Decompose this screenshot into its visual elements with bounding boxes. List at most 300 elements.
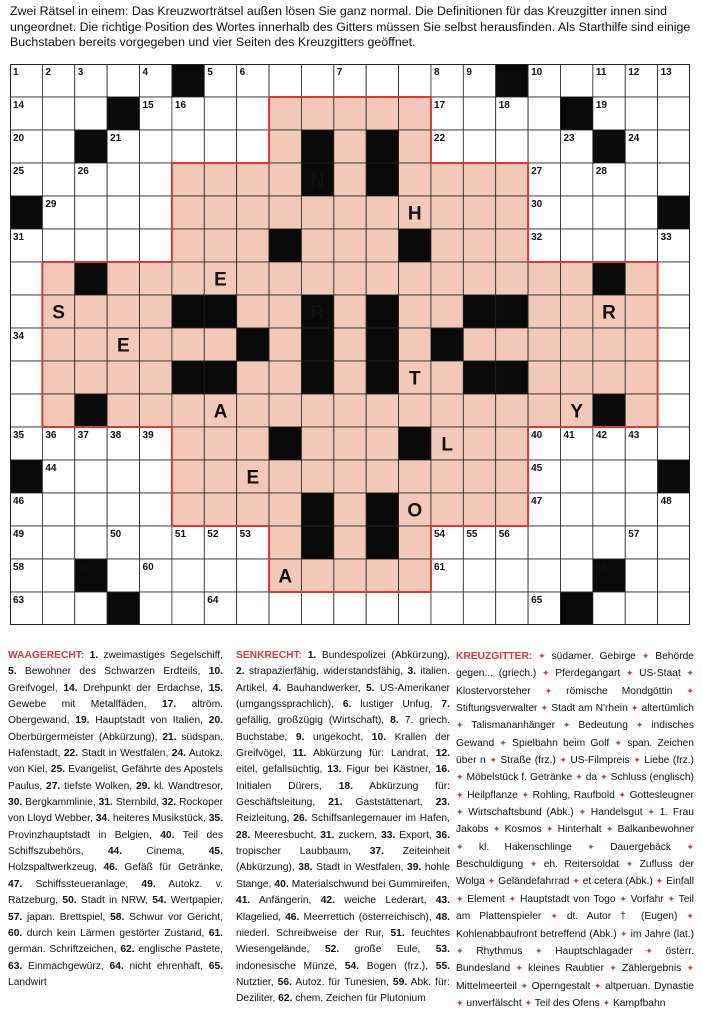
grid-cell[interactable]: [107, 460, 139, 493]
grid-cell[interactable]: [172, 328, 204, 361]
grid-cell[interactable]: [172, 130, 204, 163]
clue-number: 21.: [328, 797, 343, 809]
grid-cell[interactable]: [75, 328, 107, 361]
grid-cell[interactable]: [658, 295, 690, 328]
clue-number: 56: [498, 529, 510, 540]
grid-cell[interactable]: [528, 526, 560, 559]
grid-cell[interactable]: [463, 427, 495, 460]
grid-cell[interactable]: [431, 163, 463, 196]
grid-cell[interactable]: [10, 262, 42, 295]
grid-cell[interactable]: [399, 64, 431, 97]
grid-cell[interactable]: [593, 526, 625, 559]
grid-cell[interactable]: [528, 97, 560, 130]
grid-cell[interactable]: [496, 196, 528, 229]
grid-cell[interactable]: [140, 295, 172, 328]
grid-cell[interactable]: [560, 295, 592, 328]
grid-cell[interactable]: [237, 295, 269, 328]
grid-cell[interactable]: [204, 493, 236, 526]
clue-number: 7: [336, 67, 343, 78]
grid-cell[interactable]: [107, 493, 139, 526]
grid-cell[interactable]: [463, 163, 495, 196]
grid-cell[interactable]: [107, 229, 139, 262]
grid-cell[interactable]: [560, 163, 592, 196]
grid-cell[interactable]: [625, 295, 657, 328]
grid-cell[interactable]: [42, 361, 74, 394]
grid-cell[interactable]: [237, 229, 269, 262]
grid-cell[interactable]: [42, 559, 74, 592]
grid-cell[interactable]: [625, 196, 657, 229]
grid-cell[interactable]: [560, 361, 592, 394]
grid-cell[interactable]: [42, 229, 74, 262]
clue-text: niederl. Schreibweise der Rur,: [236, 927, 384, 939]
grid-cell[interactable]: [399, 526, 431, 559]
grid-cell[interactable]: [366, 196, 398, 229]
grid-cell[interactable]: [42, 130, 74, 163]
grid-cell[interactable]: [463, 196, 495, 229]
grid-cell[interactable]: [528, 559, 560, 592]
grid-cell[interactable]: [399, 559, 431, 592]
grid-cell[interactable]: [625, 361, 657, 394]
grid-cell[interactable]: [366, 460, 398, 493]
grid-cell[interactable]: [204, 163, 236, 196]
grid-cell[interactable]: [431, 460, 463, 493]
grid-cell[interactable]: [593, 328, 625, 361]
grid-cell[interactable]: [75, 526, 107, 559]
crossword-grid-svg[interactable]: [10, 64, 690, 625]
grid-cell[interactable]: [399, 130, 431, 163]
grid-cell[interactable]: [204, 130, 236, 163]
grid-cell[interactable]: [431, 196, 463, 229]
grid-cell[interactable]: [334, 196, 366, 229]
grid-cell[interactable]: [625, 592, 657, 625]
grid-cell[interactable]: [399, 592, 431, 625]
clue-text: Landwirt: [8, 976, 47, 988]
grid-cell[interactable]: [625, 328, 657, 361]
grid-cell[interactable]: [658, 427, 690, 460]
grid-cell[interactable]: [204, 559, 236, 592]
grid-cell[interactable]: [560, 460, 592, 493]
star-icon: ✦: [609, 963, 617, 974]
clue-text: et cetera (Abk.): [582, 876, 653, 888]
grid-cell[interactable]: [42, 97, 74, 130]
grid-cell[interactable]: [107, 64, 139, 97]
clue-text: Mittelmeerteil: [456, 980, 517, 992]
clue-text: im Jahre (lat.): [630, 928, 695, 940]
star-icon: ✦: [686, 963, 695, 974]
grid-cell[interactable]: [42, 592, 74, 625]
grid-cell[interactable]: [658, 559, 690, 592]
grid-cell[interactable]: [625, 394, 657, 427]
grid-cell[interactable]: [140, 361, 172, 394]
grid-cell[interactable]: [334, 460, 366, 493]
clue-number: 45: [531, 463, 543, 474]
clue-number: 3: [77, 67, 84, 78]
grid-cell[interactable]: [301, 394, 333, 427]
grid-cell[interactable]: [560, 229, 592, 262]
clue-number: 2.: [236, 666, 245, 678]
grid-cell[interactable]: [10, 361, 42, 394]
grid-cell[interactable]: [334, 493, 366, 526]
grid-cell[interactable]: [107, 559, 139, 592]
grid-cell[interactable]: [237, 262, 269, 295]
grid-cell[interactable]: [431, 592, 463, 625]
grid-cell[interactable]: [399, 295, 431, 328]
grid-cell[interactable]: [366, 97, 398, 130]
grid-cell[interactable]: [496, 460, 528, 493]
grid-cell[interactable]: [334, 262, 366, 295]
grid-cell[interactable]: [301, 427, 333, 460]
grid-cell[interactable]: [366, 592, 398, 625]
grid-cell[interactable]: [269, 526, 301, 559]
grid-cell[interactable]: [560, 328, 592, 361]
clue-text: Gottesleugner: [629, 789, 694, 801]
grid-cell[interactable]: [269, 64, 301, 97]
grid-cell[interactable]: [463, 130, 495, 163]
grid-cell[interactable]: [496, 130, 528, 163]
grid-cell[interactable]: [658, 163, 690, 196]
grid-cell[interactable]: [237, 196, 269, 229]
grid-cell[interactable]: [496, 493, 528, 526]
star-icon: ✦: [587, 841, 595, 852]
star-icon: ✦: [572, 876, 580, 887]
grid-cell[interactable]: [204, 97, 236, 130]
clue-text: Handelsgut: [590, 807, 643, 819]
grid-cell[interactable]: [237, 493, 269, 526]
clue-number: 27.: [46, 780, 61, 792]
grid-cell[interactable]: [107, 394, 139, 427]
grid-cell[interactable]: [528, 361, 560, 394]
grid-cell[interactable]: [625, 460, 657, 493]
grid-cell[interactable]: [334, 295, 366, 328]
grid-cell[interactable]: [560, 262, 592, 295]
grid-cell[interactable]: [42, 526, 74, 559]
grid-cell[interactable]: [496, 394, 528, 427]
grid-cell[interactable]: [140, 262, 172, 295]
clue-number: 40.: [160, 829, 175, 841]
clue-number: 23.: [435, 797, 450, 809]
grid-cell[interactable]: [625, 493, 657, 526]
grid-cell[interactable]: [334, 163, 366, 196]
grid-cell[interactable]: [172, 427, 204, 460]
clue-number: 57: [628, 529, 640, 540]
grid-cell[interactable]: [366, 262, 398, 295]
clue-text: lustiger Unfug,: [360, 699, 433, 711]
grid-cell[interactable]: [463, 394, 495, 427]
grid-cell[interactable]: [269, 394, 301, 427]
black-cell: [593, 130, 625, 163]
grid-cell[interactable]: [237, 97, 269, 130]
grid-cell[interactable]: [560, 493, 592, 526]
grid-cell[interactable]: [334, 427, 366, 460]
grid-cell[interactable]: [496, 229, 528, 262]
black-cell: [366, 130, 398, 163]
grid-cell[interactable]: [10, 394, 42, 427]
grid-cell[interactable]: [560, 64, 592, 97]
grid-cell[interactable]: [463, 493, 495, 526]
grid-cell[interactable]: [107, 295, 139, 328]
grid-cell[interactable]: [463, 559, 495, 592]
clue-text: Holzspaltwerkzeug,: [8, 862, 97, 874]
grid-cell[interactable]: [496, 559, 528, 592]
grid-cell[interactable]: [528, 328, 560, 361]
clue-text: Sternbild,: [115, 797, 160, 809]
grid-cell[interactable]: [301, 592, 333, 625]
grid-cell[interactable]: [140, 592, 172, 625]
clue-text: Kampfbahn: [612, 997, 666, 1009]
clue-text: Hinterhalt: [557, 824, 602, 836]
grid-cell[interactable]: [593, 460, 625, 493]
grid-cell[interactable]: [75, 460, 107, 493]
grid-cell[interactable]: [658, 592, 690, 625]
grid-cell[interactable]: [269, 361, 301, 394]
grid-cell[interactable]: [463, 262, 495, 295]
grid-cell[interactable]: [301, 262, 333, 295]
grid-cell[interactable]: [172, 592, 204, 625]
grid-cell[interactable]: [42, 493, 74, 526]
grid-cell[interactable]: [366, 64, 398, 97]
grid-cell[interactable]: [366, 559, 398, 592]
grid-cell[interactable]: [75, 361, 107, 394]
grid-cell[interactable]: [463, 229, 495, 262]
clue-text: Operngestalt: [531, 980, 591, 992]
grid-cell[interactable]: [10, 295, 42, 328]
grid-cell[interactable]: [334, 592, 366, 625]
grid-cell[interactable]: [463, 460, 495, 493]
star-icon: ✦: [456, 720, 464, 731]
grid-cell[interactable]: [42, 262, 74, 295]
black-cell: [204, 361, 236, 394]
given-letter: N: [310, 170, 325, 192]
grid-cell[interactable]: [75, 196, 107, 229]
grid-cell[interactable]: [75, 493, 107, 526]
grid-cell[interactable]: [75, 592, 107, 625]
grid-cell[interactable]: [237, 427, 269, 460]
grid-cell[interactable]: [496, 262, 528, 295]
grid-cell[interactable]: [237, 394, 269, 427]
grid-cell[interactable]: [593, 229, 625, 262]
grid-cell[interactable]: [237, 559, 269, 592]
grid-cell[interactable]: [658, 262, 690, 295]
star-icon: ✦: [619, 893, 627, 904]
grid-cell[interactable]: [140, 229, 172, 262]
grid-cell[interactable]: [496, 328, 528, 361]
grid-cell[interactable]: [334, 229, 366, 262]
grid-cell[interactable]: [140, 130, 172, 163]
clue-number: 33.: [381, 829, 396, 841]
clue-text: german. Schriftzeichen,: [8, 944, 117, 956]
grid-cell[interactable]: [463, 592, 495, 625]
grid-cell[interactable]: [528, 394, 560, 427]
grid-cell[interactable]: [366, 394, 398, 427]
clue-text: Kohlenabbaufront betreffend (Abk.): [456, 928, 617, 940]
grid-cell[interactable]: [301, 229, 333, 262]
given-letter: O: [407, 500, 423, 522]
grid-cell[interactable]: [431, 361, 463, 394]
grid-cell[interactable]: [366, 229, 398, 262]
grid-cell[interactable]: [528, 130, 560, 163]
clue-number: 59.: [392, 976, 408, 988]
grid-cell[interactable]: [204, 328, 236, 361]
grid-cell[interactable]: [625, 262, 657, 295]
clue-number: 9.: [295, 731, 305, 743]
grid-cell[interactable]: [204, 229, 236, 262]
grid-cell[interactable]: [269, 262, 301, 295]
grid-cell[interactable]: [431, 262, 463, 295]
grid-cell[interactable]: [301, 64, 333, 97]
grid-cell[interactable]: [593, 361, 625, 394]
grid-cell[interactable]: [399, 394, 431, 427]
grid-cell[interactable]: [431, 394, 463, 427]
clue-text: weiche Lederart,: [344, 895, 427, 907]
grid-cell[interactable]: [301, 460, 333, 493]
clue-number: 32.: [161, 797, 177, 809]
grid-cell[interactable]: [75, 97, 107, 130]
grid-cell[interactable]: [399, 262, 431, 295]
grid-cell[interactable]: [593, 493, 625, 526]
clue-text: nicht ehrenhaft,: [129, 960, 204, 972]
grid-cell[interactable]: [334, 526, 366, 559]
grid-cell[interactable]: [399, 460, 431, 493]
grid-cell[interactable]: [658, 130, 690, 163]
grid-cell[interactable]: [269, 130, 301, 163]
grid-cell[interactable]: [463, 97, 495, 130]
grid-cell[interactable]: [301, 196, 333, 229]
grid-cell[interactable]: [431, 493, 463, 526]
grid-cell[interactable]: [269, 196, 301, 229]
grid-cell[interactable]: [107, 262, 139, 295]
grid-cell[interactable]: [140, 526, 172, 559]
clue-number: 2: [45, 67, 51, 78]
grid-cell[interactable]: [658, 361, 690, 394]
grid-cell[interactable]: [172, 196, 204, 229]
grid-cell[interactable]: [42, 163, 74, 196]
grid-cell[interactable]: [658, 394, 690, 427]
clue-number: 43: [628, 430, 640, 441]
grid-cell[interactable]: [560, 526, 592, 559]
grid-cell[interactable]: [560, 196, 592, 229]
grid-cell[interactable]: [140, 460, 172, 493]
grid-cell[interactable]: [334, 97, 366, 130]
grid-cell[interactable]: [269, 328, 301, 361]
grid-cell[interactable]: [334, 130, 366, 163]
grid-cell[interactable]: [140, 394, 172, 427]
grid-cell[interactable]: [334, 361, 366, 394]
grid-cell[interactable]: [269, 493, 301, 526]
star-icon: ✦: [667, 893, 675, 904]
grid-cell[interactable]: [204, 460, 236, 493]
clue-number: 35.: [208, 813, 223, 825]
grid-cell[interactable]: [172, 163, 204, 196]
star-icon: ✦: [625, 859, 634, 870]
grid-cell[interactable]: [496, 427, 528, 460]
grid-cell[interactable]: [625, 163, 657, 196]
grid-cell[interactable]: [42, 394, 74, 427]
grid-cell[interactable]: [75, 295, 107, 328]
grid-cell[interactable]: [204, 427, 236, 460]
clue-text: durch kein Lärmen gestörter Zustand,: [26, 927, 205, 939]
grid-cell[interactable]: [172, 493, 204, 526]
grid-cell[interactable]: [399, 328, 431, 361]
clue-text: Initialen Dürers,: [236, 780, 322, 792]
grid-cell[interactable]: [140, 196, 172, 229]
grid-cell[interactable]: [42, 328, 74, 361]
grid-cell[interactable]: [431, 229, 463, 262]
grid-cell[interactable]: [334, 559, 366, 592]
grid-cell[interactable]: [140, 493, 172, 526]
grid-cell[interactable]: [107, 361, 139, 394]
grid-cell[interactable]: [172, 229, 204, 262]
star-icon: ✦: [544, 685, 553, 696]
grid-cell[interactable]: [593, 196, 625, 229]
crossword-grid[interactable]: [10, 64, 690, 625]
grid-cell[interactable]: [334, 394, 366, 427]
clue-number: 28: [595, 166, 607, 177]
grid-cell[interactable]: [399, 97, 431, 130]
grid-cell[interactable]: [658, 97, 690, 130]
grid-cell[interactable]: [237, 361, 269, 394]
clue-text: heiteres Musikstück,: [112, 813, 206, 825]
grid-cell[interactable]: [625, 97, 657, 130]
grid-cell[interactable]: [237, 592, 269, 625]
grid-cell[interactable]: [75, 229, 107, 262]
grid-cell[interactable]: [172, 559, 204, 592]
grid-cell[interactable]: [431, 295, 463, 328]
grid-cell[interactable]: [172, 262, 204, 295]
grid-cell[interactable]: [463, 328, 495, 361]
star-icon: ✦: [529, 859, 538, 870]
grid-cell[interactable]: [301, 559, 333, 592]
grid-cell[interactable]: [172, 394, 204, 427]
star-icon: ✦: [456, 945, 464, 956]
clue-number: 40: [531, 430, 543, 441]
grid-cell[interactable]: [269, 295, 301, 328]
grid-cell[interactable]: [204, 196, 236, 229]
grid-cell[interactable]: [140, 163, 172, 196]
grid-cell[interactable]: [107, 196, 139, 229]
grid-cell[interactable]: [658, 526, 690, 559]
clue-text: Beschuldigung: [456, 859, 524, 871]
given-letter: E: [214, 269, 227, 291]
grid-cell[interactable]: [528, 295, 560, 328]
grid-cell[interactable]: [366, 427, 398, 460]
grid-cell[interactable]: [658, 328, 690, 361]
grid-cell[interactable]: [269, 163, 301, 196]
grid-cell[interactable]: [140, 328, 172, 361]
grid-cell[interactable]: [334, 328, 366, 361]
grid-cell[interactable]: [107, 163, 139, 196]
grid-cell[interactable]: [625, 229, 657, 262]
star-icon: ✦: [619, 928, 628, 939]
grid-cell[interactable]: [593, 592, 625, 625]
grid-cell[interactable]: [560, 559, 592, 592]
clue-number: 41: [563, 430, 575, 441]
grid-cell[interactable]: [269, 97, 301, 130]
grid-cell[interactable]: [237, 163, 269, 196]
star-icon: ✦: [524, 997, 533, 1008]
grid-cell[interactable]: [237, 130, 269, 163]
star-icon: ✦: [456, 997, 464, 1008]
grid-cell[interactable]: [301, 97, 333, 130]
grid-cell[interactable]: [269, 460, 301, 493]
grid-cell[interactable]: [625, 559, 657, 592]
grid-cell[interactable]: [496, 592, 528, 625]
grid-cell[interactable]: [269, 592, 301, 625]
grid-cell[interactable]: [528, 262, 560, 295]
grid-cell[interactable]: [496, 163, 528, 196]
grid-cell[interactable]: [399, 163, 431, 196]
star-icon: ✦: [456, 893, 464, 904]
grid-cell[interactable]: [172, 460, 204, 493]
